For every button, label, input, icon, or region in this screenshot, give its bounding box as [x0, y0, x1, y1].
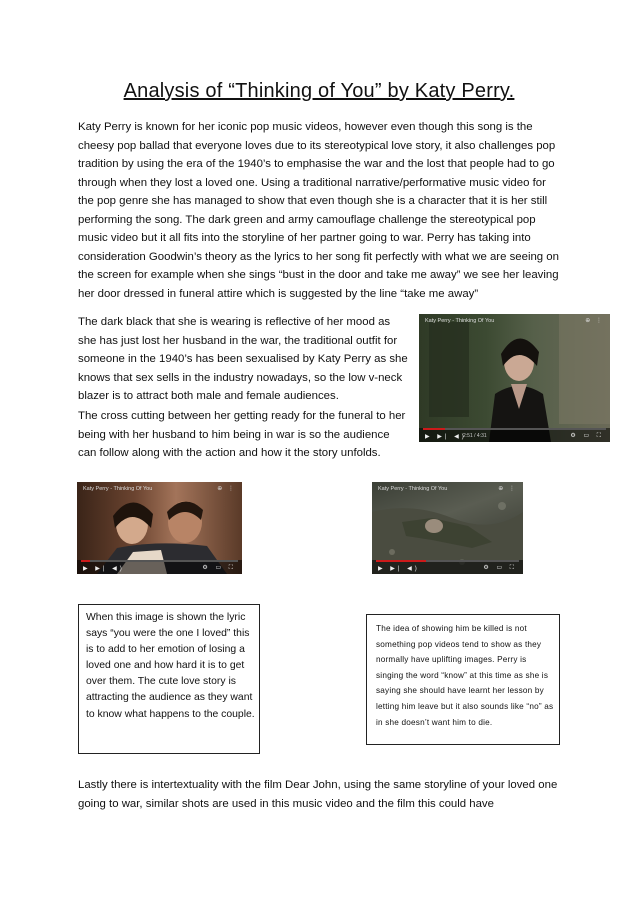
video-progress-bar[interactable]	[376, 560, 519, 562]
dress-paragraph: The dark black that she is wearing is reflective of her mood as she has just lost her husband in the war, the traditional outfit for someone in the 1940’s has been sexualised by Katy Perry as she knows that sex sells in the industry nowadays, so the low v-neck blazer is to attract both male and female audiences.	[78, 316, 408, 402]
cross-cutting-paragraph: The cross cutting between her getting ready for the funeral to her being with her husband to him being in war is so the audience can follow along with the action and how it the story unfolds.	[78, 410, 406, 459]
document-title: Analysis of “Thinking of You” by Katy Perry.	[123, 80, 515, 102]
intro-paragraph: Katy Perry is known for her iconic pop music videos, however even though this song is the cheesy pop ballad that everyone loves due to its stereotypical love story, it also challenges pop tradition by using the era of the 1940’s to emphasise the war and the lost that people had to go through when they lost a loved one. Using a traditional narrative/performative music video for the pop genre she has managed to show that even though she is a character that it is her still performing the song. The dark green and army camouflage challenge the stereotypical pop music video but it all fits into the storyline of her partner going to war. Perry has taking into consideration Goodwin’s theory as the lyrics to her song fit perfectly with what we are seeing on the screen for example when she sings “bust in the door and take me away” we see her leaving her door dressed in funeral attire which is suggested by the line “take me away”	[78, 121, 559, 300]
video-caption: Katy Perry - Thinking Of You	[425, 318, 495, 324]
video-progress-bar[interactable]	[423, 428, 606, 430]
fullscreen-icon[interactable]: ⚙ ▭ ⛶	[570, 433, 604, 439]
video-caption: Katy Perry - Thinking Of You	[83, 486, 153, 492]
video-progress-fill	[423, 428, 445, 430]
caption-box-right-text: The idea of showing him be killed is not something pop videos tend to show as they normally have uplifting images. Perry is singing the word “know” at this time as she is saying she should have learnt her lesson by letting him leave but it also sounds like “no” as in she doesn’t want him to die.	[376, 624, 554, 727]
video-frame-art	[419, 314, 610, 442]
fullscreen-icon[interactable]: ⚙ ▭ ⛶	[483, 565, 517, 571]
video-screenshot-embrace[interactable]	[77, 482, 242, 574]
video-top-icons: ⊕ ⋮	[217, 486, 236, 492]
video-top-icons: ⊕ ⋮	[585, 318, 604, 324]
play-icon[interactable]: ▶ ▶| ◀)	[83, 566, 125, 572]
video-screenshot-funeral[interactable]	[419, 314, 610, 442]
intertextuality-paragraph: Lastly there is intertextuality with the film Dear John, using the same storyline of your loved one going to war, similar shots are used in this music video and the film this could have	[78, 779, 558, 810]
video-screenshot-battlefield[interactable]	[372, 482, 523, 574]
fullscreen-icon[interactable]: ⚙ ▭ ⛶	[202, 565, 236, 571]
video-progress-fill	[81, 560, 90, 562]
video-time: 2:51 / 4:31	[463, 433, 487, 439]
caption-box-right	[366, 614, 560, 745]
caption-box-left-text: When this image is shown the lyric says “you were the one I loved” this is to add to her emotion of losing a loved one and how hard it is to get over them. The cute love story is attracting the audience as they want to know what happens to the couple.	[86, 612, 255, 720]
video-top-icons: ⊕ ⋮	[498, 486, 517, 492]
caption-box-left	[78, 604, 260, 754]
play-icon[interactable]: ▶ ▶| ◀)	[378, 566, 420, 572]
video-caption: Katy Perry - Thinking Of You	[378, 486, 448, 492]
video-progress-bar[interactable]	[81, 560, 238, 562]
play-icon[interactable]: ▶ ▶| ◀)	[425, 434, 467, 440]
video-progress-fill	[376, 560, 426, 562]
